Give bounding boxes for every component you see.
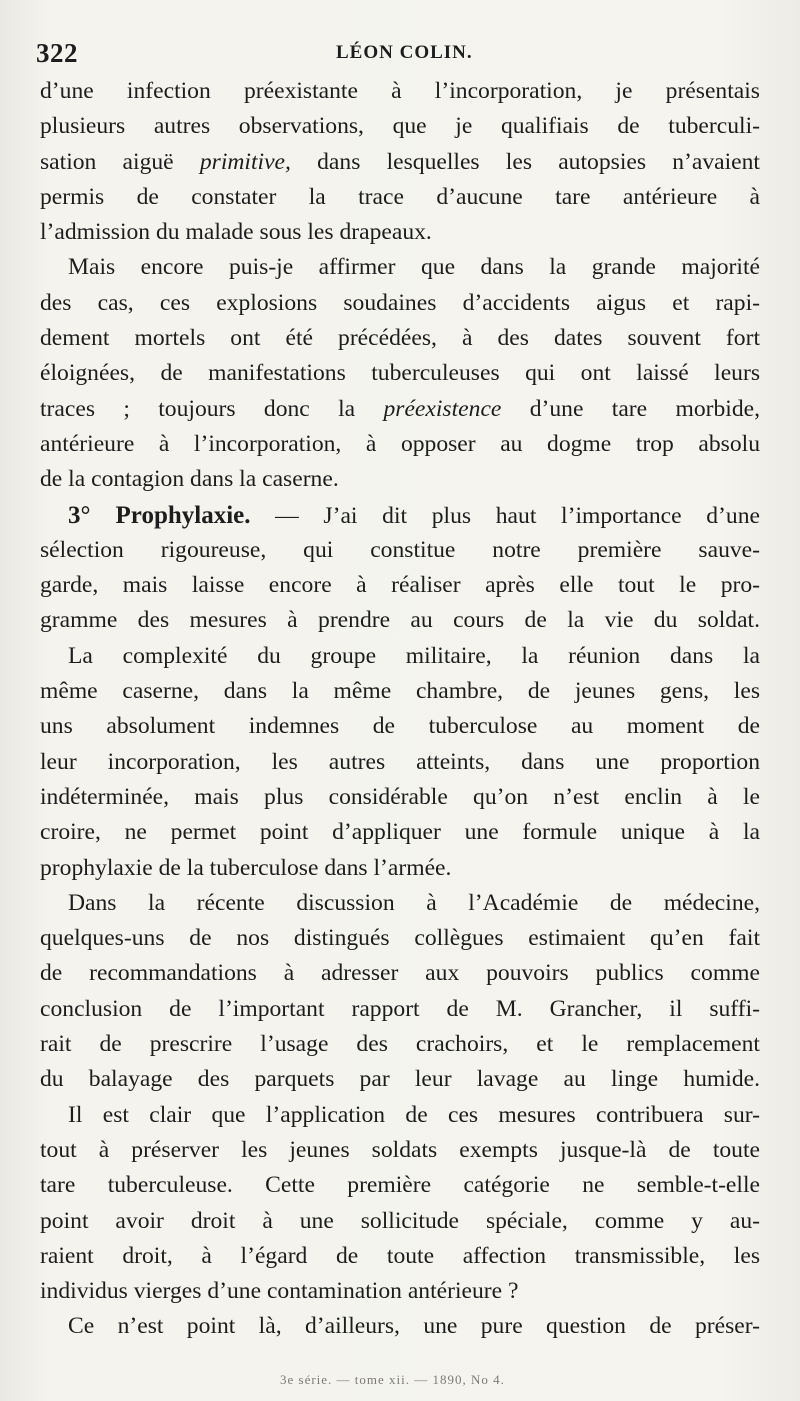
text-line: 3° Prophylaxie. — J’ai dit plus haut l’importance d’une [68, 501, 760, 529]
text-line: uns absolument indemnes de tuberculose au moment de [40, 713, 760, 740]
text-line: éloignées, de manifestations tuberculeuses qui ont laissé leurs [40, 360, 760, 387]
section-heading: 3° Prophylaxie. [68, 501, 251, 529]
text-line: raient droit, à l’égard de toute affection transmissible, les [40, 1242, 760, 1269]
text-line: de la contagion dans la caserne. [40, 466, 339, 493]
text-line: du balayage des parquets par leur lavage au linge humide. [40, 1066, 760, 1093]
text-line: plusieurs autres observations, que je qualifiais de tuberculi- [40, 113, 760, 140]
text-line: dement mortels ont été précédées, à des dates souvent fort [40, 325, 760, 352]
text-line: Mais encore puis-je affirmer que dans la grande majorité [68, 254, 760, 281]
text-line: Dans la récente discussion à l’Académie de médecine, [68, 889, 760, 916]
text-line: point avoir droit à une sollicitude spéciale, comme y au- [40, 1207, 760, 1234]
italic-term: préexistence [383, 395, 502, 422]
text-line: l’admission du malade sous les drapeaux. [40, 219, 432, 246]
text-line: de recommandations à adresser aux pouvoirs publics comme [40, 960, 760, 987]
running-head: LÉON COLIN. [336, 42, 473, 63]
text-line: rait de prescrire l’usage des crachoirs, et le remplacement [40, 1031, 760, 1058]
text-line: antérieure à l’incorporation, à opposer au dogme trop absolu [40, 430, 760, 457]
text-line: d’une infection préexistante à l’incorporation, je présentais [40, 78, 760, 104]
body-text [40, 74, 760, 1345]
text-line: garde, mais laisse encore à réaliser après elle tout le pro- [40, 572, 760, 599]
page-footer: 3e série. — tome xii. — 1890, No 4. [280, 1372, 505, 1387]
text-line: traces ; toujours donc la préexistence d’une tare morbide, [40, 395, 760, 422]
text-line: La complexité du groupe militaire, la réunion dans la [68, 642, 760, 669]
text-line: permis de constater la trace d’aucune tare antérieure à [40, 183, 760, 210]
text-line: gramme des mesures à prendre au cours de la vie du soldat. [40, 607, 760, 634]
text-line: individus vierges d’une contamination antérieure ? [40, 1278, 519, 1305]
text-line: prophylaxie de la tuberculose dans l’armée. [40, 854, 452, 881]
text-line: sation aiguë primitive, dans lesquelles les autopsies n’avaient [40, 148, 760, 175]
page-header [36, 36, 760, 72]
text-line: Il est clair que l’application de ces mesures contribuera sur- [68, 1101, 760, 1128]
text-line: leur incorporation, les autres atteints, dans une proportion [40, 748, 760, 775]
text-line: Ce n’est point là, d’ailleurs, une pure question de préser- [68, 1313, 760, 1340]
text-line: indéterminée, mais plus considérable qu’on n’est enclin à le [40, 783, 760, 810]
text-line: des cas, ces explosions soudaines d’accidents aigus et rapi- [40, 289, 760, 316]
text-line: tare tuberculeuse. Cette première catégorie ne semble-t-elle [40, 1172, 760, 1199]
text-line: conclusion de l’important rapport de M. Grancher, il suffi- [40, 995, 760, 1022]
page-number: 322 [36, 38, 78, 68]
text-line: tout à préserver les jeunes soldats exempts jusque-là de toute [40, 1136, 760, 1163]
text-line: sélection rigoureuse, qui constitue notre première sauve- [40, 536, 760, 563]
text-line: même caserne, dans la même chambre, de jeunes gens, les [40, 678, 760, 705]
italic-term: primitive, [199, 148, 291, 175]
text-line: croire, ne permet point d’appliquer une formule unique à la [40, 819, 760, 846]
text-line: quelques-uns de nos distingués collègues estimaient qu’en fait [40, 925, 760, 952]
